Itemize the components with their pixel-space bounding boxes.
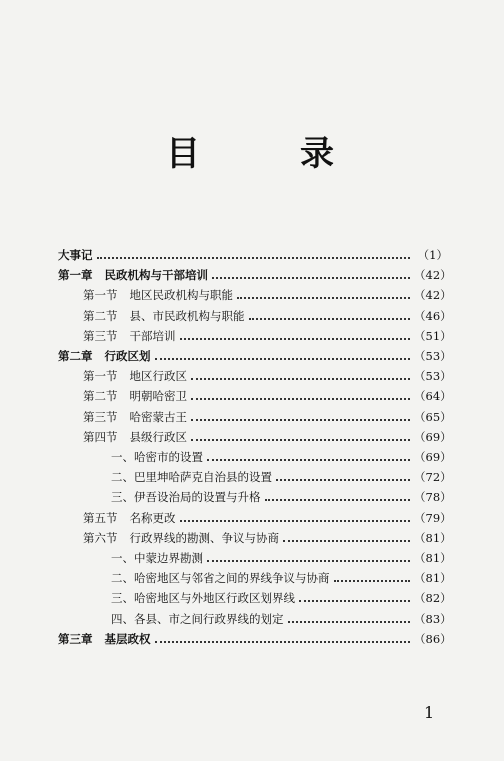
toc-entry bbox=[0, 286, 504, 304]
toc-leader-dots bbox=[180, 338, 411, 340]
toc-entry bbox=[0, 307, 504, 325]
toc-entry-title: 基层政权 bbox=[104, 631, 151, 646]
toc-entry-page: （51） bbox=[414, 328, 452, 343]
toc-leader-dots bbox=[191, 398, 410, 400]
title-char-1: 目 bbox=[166, 134, 200, 174]
toc-entry-heading bbox=[0, 367, 187, 385]
toc-entry-title: 地区行政区 bbox=[129, 369, 187, 384]
toc-leader-dots bbox=[155, 641, 411, 643]
toc-leader-dots bbox=[97, 257, 411, 259]
toc-leader-dots bbox=[155, 358, 411, 360]
toc-entry-number: 第四节 bbox=[83, 429, 118, 444]
toc-entry-title: 一、中蒙边界勘测 bbox=[111, 551, 203, 565]
toc-entry bbox=[0, 509, 504, 527]
toc-entry-title: 二、哈密地区与邻省之间的界线争议与协商 bbox=[111, 571, 330, 586]
toc-leader-dots bbox=[334, 580, 411, 582]
page-number: 1 bbox=[424, 703, 435, 722]
toc-entry bbox=[0, 367, 504, 385]
toc-entry bbox=[0, 569, 504, 587]
toc-entry bbox=[0, 387, 504, 405]
toc-entry-page: （81） bbox=[414, 530, 452, 545]
toc-entry bbox=[0, 246, 504, 264]
toc-entry bbox=[0, 347, 504, 365]
toc-entry-heading bbox=[0, 428, 187, 446]
toc-leader-dots bbox=[265, 499, 411, 501]
toc-entry bbox=[0, 408, 504, 426]
toc-entry-page: （82） bbox=[414, 591, 452, 606]
toc-leader-dots bbox=[207, 459, 410, 461]
toc-entry-title: 行政界线的勘测、争议与协商 bbox=[129, 530, 279, 545]
toc-entry-title: 县级行政区 bbox=[129, 429, 187, 444]
toc-entry-page: （79） bbox=[414, 510, 452, 525]
toc-entry-heading bbox=[0, 509, 176, 527]
toc-entry-number: 第二节 bbox=[83, 308, 118, 323]
toc-entry-heading bbox=[0, 468, 272, 486]
toc-entry-page: （86） bbox=[414, 631, 452, 646]
toc-entry-page: （81） bbox=[414, 571, 452, 586]
toc-entry-page: （81） bbox=[414, 551, 452, 565]
toc-entry-title: 二、巴里坤哈萨克自治县的设置 bbox=[111, 470, 272, 485]
toc-entry-title: 名称更改 bbox=[129, 510, 176, 525]
toc-entry-heading bbox=[0, 387, 187, 405]
toc-leader-dots bbox=[283, 540, 410, 542]
toc-entry-title: 大事记 bbox=[58, 248, 93, 262]
toc-entry-title: 行政区划 bbox=[104, 349, 151, 363]
toc-entry-heading bbox=[0, 246, 93, 264]
toc-entry-page: （83） bbox=[414, 611, 452, 626]
toc-entry-heading bbox=[0, 408, 187, 426]
toc-leader-dots bbox=[212, 277, 410, 279]
toc-entry-title: 一、哈密市的设置 bbox=[111, 450, 203, 464]
toc-entry-title: 三、哈密地区与外地区行政区划界线 bbox=[111, 591, 295, 606]
toc-entry bbox=[0, 428, 504, 446]
toc-entry-number: 第六节 bbox=[83, 530, 118, 545]
toc-entry-number: 第三章 bbox=[58, 631, 93, 646]
toc-entry-page: （69） bbox=[414, 429, 452, 444]
toc-leader-dots bbox=[191, 419, 410, 421]
toc-leader-dots bbox=[191, 378, 410, 380]
toc-entry-heading bbox=[0, 529, 279, 547]
toc-entry-page: （78） bbox=[414, 490, 452, 505]
toc-entry-page: （1） bbox=[417, 248, 448, 262]
toc-entry-number: 第五节 bbox=[83, 510, 118, 525]
toc-entry-page: （53） bbox=[414, 369, 452, 384]
toc-entry-page: （42） bbox=[414, 268, 452, 283]
toc-entry-number: 第一节 bbox=[83, 369, 118, 384]
toc-entry bbox=[0, 589, 504, 607]
toc-entry-heading bbox=[0, 327, 176, 345]
toc-entry-heading bbox=[0, 286, 233, 304]
toc-entry-page: （69） bbox=[414, 450, 452, 464]
toc-leader-dots bbox=[288, 621, 411, 623]
toc-entry-number: 第二节 bbox=[83, 389, 118, 404]
toc-entry-page: （64） bbox=[414, 389, 452, 404]
toc-entry bbox=[0, 266, 504, 284]
toc-entry-heading bbox=[0, 610, 284, 628]
toc-entry-heading bbox=[0, 589, 295, 607]
toc-leader-dots bbox=[249, 318, 411, 320]
toc-leader-dots bbox=[191, 439, 410, 441]
toc-entry-number: 第二章 bbox=[58, 349, 93, 363]
toc-leader-dots bbox=[207, 560, 410, 562]
toc-entry bbox=[0, 610, 504, 628]
toc-entry-title: 地区民政机构与职能 bbox=[129, 288, 233, 303]
toc-entry bbox=[0, 630, 504, 648]
toc-entry-title: 四、各县、市之间行政界线的划定 bbox=[111, 611, 284, 626]
toc-entry-page: （72） bbox=[414, 470, 452, 485]
toc-leader-dots bbox=[180, 520, 411, 522]
toc-entry bbox=[0, 488, 504, 506]
toc-entry-heading bbox=[0, 549, 203, 567]
toc-entry-title: 明朝哈密卫 bbox=[129, 389, 187, 404]
toc-entry-number: 第三节 bbox=[83, 328, 118, 343]
toc-entry-heading bbox=[0, 266, 208, 284]
toc-entry-number: 第三节 bbox=[83, 409, 118, 424]
toc-entry-page: （42） bbox=[414, 288, 452, 303]
toc-entry bbox=[0, 529, 504, 547]
toc-entry-heading bbox=[0, 488, 261, 506]
toc-entry-title: 县、市民政机构与职能 bbox=[129, 308, 245, 323]
toc-leader-dots bbox=[299, 600, 410, 602]
toc-entry-title: 民政机构与干部培训 bbox=[104, 268, 208, 283]
toc-entry-number: 第一章 bbox=[58, 268, 93, 283]
toc-entry bbox=[0, 327, 504, 345]
toc-entry-heading bbox=[0, 569, 330, 587]
toc-leader-dots bbox=[276, 479, 410, 481]
toc-entry-number: 第一节 bbox=[83, 288, 118, 303]
title-char-2: 录 bbox=[300, 134, 334, 174]
toc-entry-page: （65） bbox=[414, 409, 452, 424]
toc-entry bbox=[0, 549, 504, 567]
toc-entry-heading bbox=[0, 347, 151, 365]
toc-entry-heading bbox=[0, 630, 151, 648]
toc-entry-heading bbox=[0, 307, 245, 325]
toc-entry-heading bbox=[0, 448, 203, 466]
toc-entry bbox=[0, 448, 504, 466]
toc-entry-title: 三、伊吾设治局的设置与升格 bbox=[111, 490, 261, 505]
toc-entry-page: （53） bbox=[414, 349, 452, 363]
toc-entry-title: 干部培训 bbox=[129, 328, 176, 343]
toc-entry-title: 哈密蒙古王 bbox=[129, 409, 187, 424]
toc-entry-page: （46） bbox=[414, 308, 452, 323]
toc-entry bbox=[0, 468, 504, 486]
toc-leader-dots bbox=[237, 297, 410, 299]
